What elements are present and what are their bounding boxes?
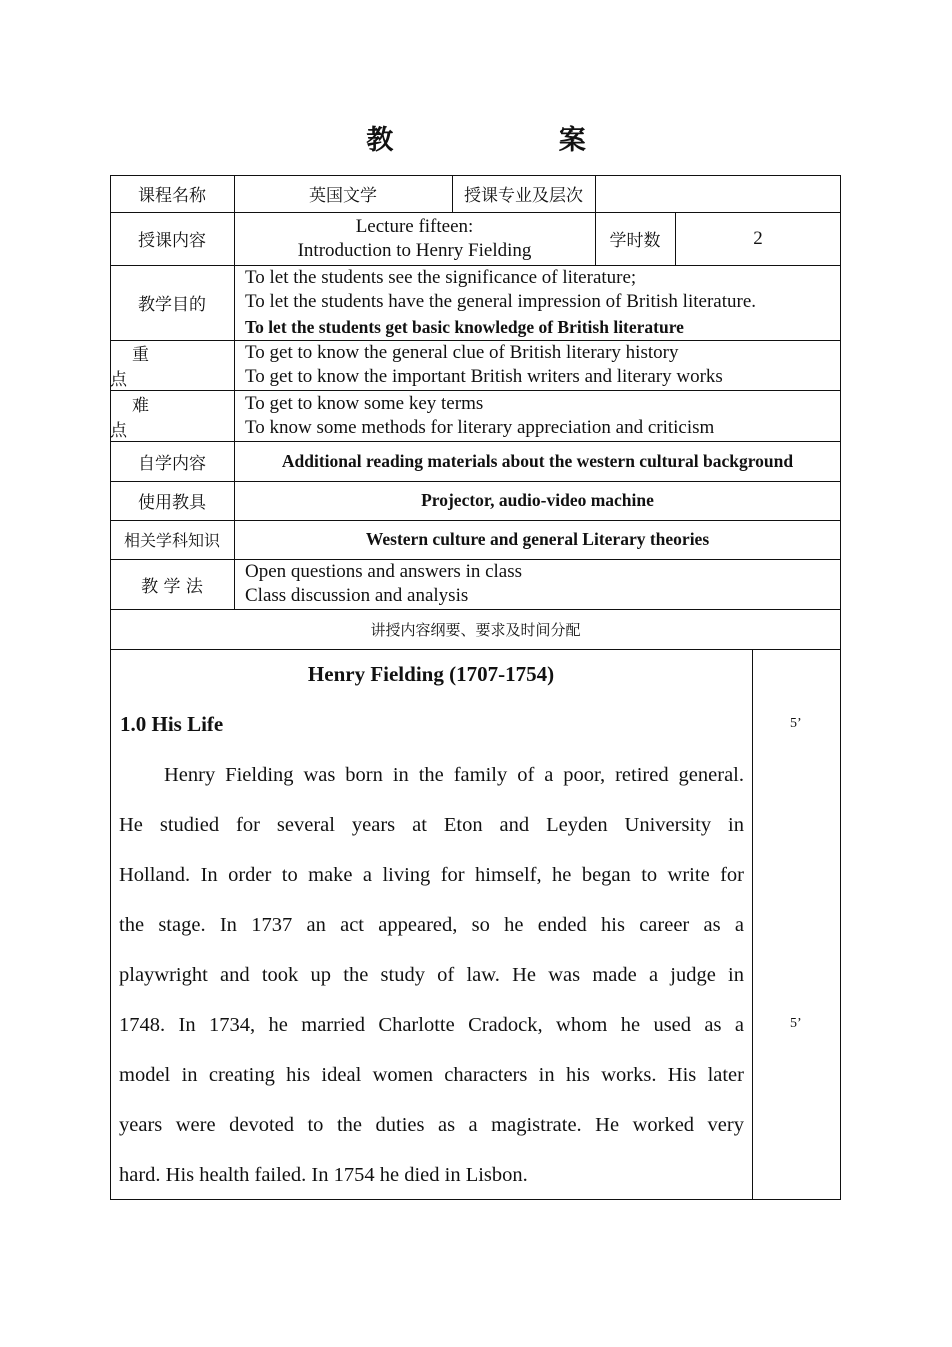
content-label: 授课内容 [138, 231, 206, 251]
method-text [245, 559, 841, 609]
tools-value: Projector, audio-video machine [421, 490, 654, 510]
goal-2: To let the students have the general impression of British literature. [245, 291, 757, 313]
outline-label: 讲授内容纲要、要求及时间分配 [370, 620, 581, 639]
time-mark-1: 5’ [790, 716, 802, 731]
difficulty-2: To know some methods for literary appreciation and criticism [245, 416, 715, 438]
para-line-3: Holland. In order to make a living for himself, he began to write for [119, 864, 744, 886]
related-label: 相关学科知识 [123, 531, 220, 550]
section-heading: 1.0 His Life [120, 712, 224, 736]
key-point-2: To get to know the important British writers and literary works [245, 366, 723, 387]
goal-1: To let the students see the significance of literature; [245, 266, 637, 288]
content-value [234, 212, 595, 265]
course-name-label: 课程名称 [138, 186, 206, 206]
major-level-label: 授课专业及层次 [464, 186, 583, 206]
key-points-text [245, 340, 841, 390]
para-line-2: He studied for several years at Eton and Leyden University in [119, 814, 744, 836]
content-line-2: Introduction to Henry Fielding [297, 239, 532, 261]
method-2: Class discussion and analysis [245, 585, 469, 606]
major-level-value [595, 175, 841, 212]
para-line-7: model in creating his ideal women characters in his works. His later [119, 1064, 744, 1086]
tools-label: 使用教具 [138, 493, 206, 513]
related-value: Western culture and general Literary theories [365, 529, 710, 549]
para-line-6: 1748. In 1734, he married Charlotte Cradock, whom he used as a [119, 1014, 744, 1036]
difficulties-label: 难 点 [110, 395, 171, 441]
content-line-1: Lecture fifteen: [355, 215, 474, 237]
self-study-value: Additional reading materials about the western cultural background [281, 450, 794, 471]
document-title: 教 案 [366, 125, 664, 156]
difficulty-1: To get to know some key terms [245, 392, 484, 414]
self-study-label: 自学内容 [138, 453, 206, 474]
hours-label: 学时数 [609, 231, 661, 251]
para-line-4: the stage. In 1737 an act appeared, so he ended his career as a [119, 914, 744, 936]
course-name-value: 英国文学 [309, 186, 377, 206]
lecture-heading: Henry Fielding (1707-1754) [307, 662, 555, 686]
para-line-1: Henry Fielding was born in the family of a poor, retired general. [164, 764, 744, 786]
difficulties-text [245, 390, 841, 441]
time-mark-2: 5’ [790, 1016, 802, 1031]
method-1: Open questions and answers in class [245, 561, 523, 582]
method-label: 教 学 法 [141, 576, 203, 597]
key-point-1: To get to know the general clue of British literary history [245, 342, 679, 363]
hours-value: 2 [753, 227, 763, 249]
goals-label: 教学目的 [138, 295, 206, 315]
para-line-9: hard. His health failed. In 1754 he died in Lisbon. [119, 1164, 528, 1186]
para-line-8: years were devoted to the duties as a magistrate. He worked very [119, 1114, 744, 1136]
goals-text [245, 265, 841, 340]
para-line-5: playwright and took up the study of law. He was made a judge in [119, 964, 744, 986]
goal-3: To let the students get basic knowledge of British literature [245, 316, 684, 337]
key-points-label: 重 点 [110, 345, 171, 390]
